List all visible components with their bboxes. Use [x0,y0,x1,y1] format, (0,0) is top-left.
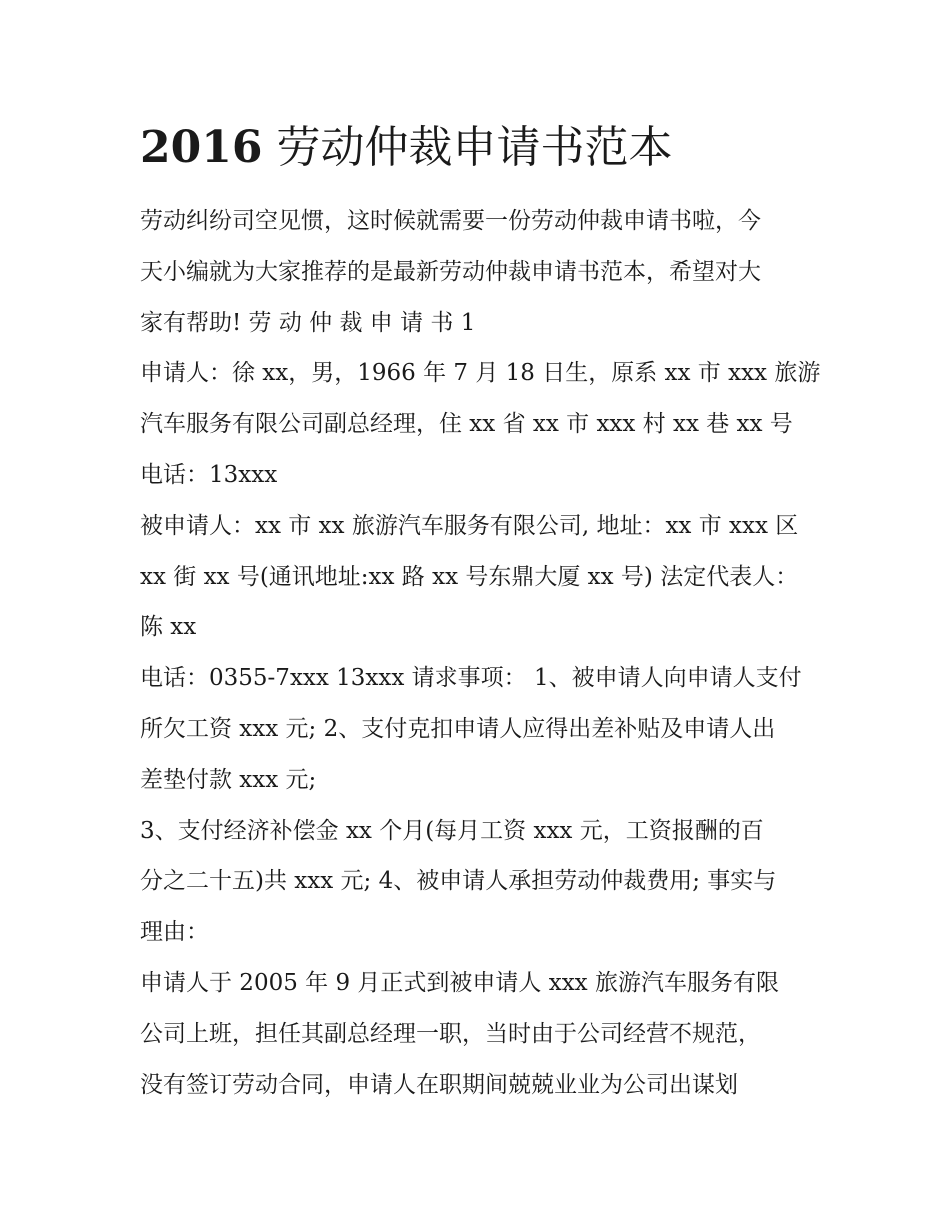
body-line: xx 街 xx 号(通讯地址:xx 路 xx 号东鼎大厦 xx 号) 法定代表人： [140,563,799,590]
body-line: 理由： [140,919,209,946]
body-line: 所欠工资 xxx 元; 2、支付克扣申请人应得出差补贴及申请人出 [140,715,776,742]
body-line: 电话：13xxx [140,461,278,488]
body-line: 公司上班，担任其副总经理一职，当时由于公司经营不规范， [140,1020,761,1047]
body-line: 天小编就为大家推荐的是最新劳动仲裁申请书范本，希望对大 [140,258,761,285]
body-line: 3、支付经济补偿金 xx 个月(每月工资 xxx 元，工资报酬的百 [140,817,764,844]
body-line: 汽车服务有限公司副总经理，住 xx 省 xx 市 xxx 村 xx 巷 xx 号 [140,411,793,438]
body-line: 申请人于 2005 年 9 月正式到被申请人 xxx 旅游汽车服务有限 [140,969,779,996]
body-line: 被申请人：xx 市 xx 旅游汽车服务有限公司, 地址：xx 市 xxx 区 [140,512,799,539]
body-line: 家有帮助! 劳 动 仲 裁 申 请 书 1 [140,309,476,336]
document-title [140,118,672,178]
body-line: 差垫付款 xxx 元; [140,766,317,793]
document-body [140,196,820,1110]
body-line: 陈 xx [140,614,197,641]
body-line: 分之二十五)共 xxx 元; 4、被申请人承担劳动仲裁费用; 事实与 [140,868,777,895]
title-text: 劳动仲裁申请书范本 [276,122,673,173]
title-year: 2016 [140,122,263,173]
body-line: 劳动纠纷司空见惯，这时候就需要一份劳动仲裁申请书啦，今 [140,208,761,234]
body-line: 没有签订劳动合同，申请人在职期间兢兢业业为公司出谋划 [140,1071,738,1098]
body-line: 电话：0355-7xxx 13xxx 请求事项： 1、被申请人向申请人支付 [140,665,802,692]
body-line: 申请人：徐 xx，男，1966 年 7 月 18 日生，原系 xx 市 xxx 旅游 [140,360,821,387]
